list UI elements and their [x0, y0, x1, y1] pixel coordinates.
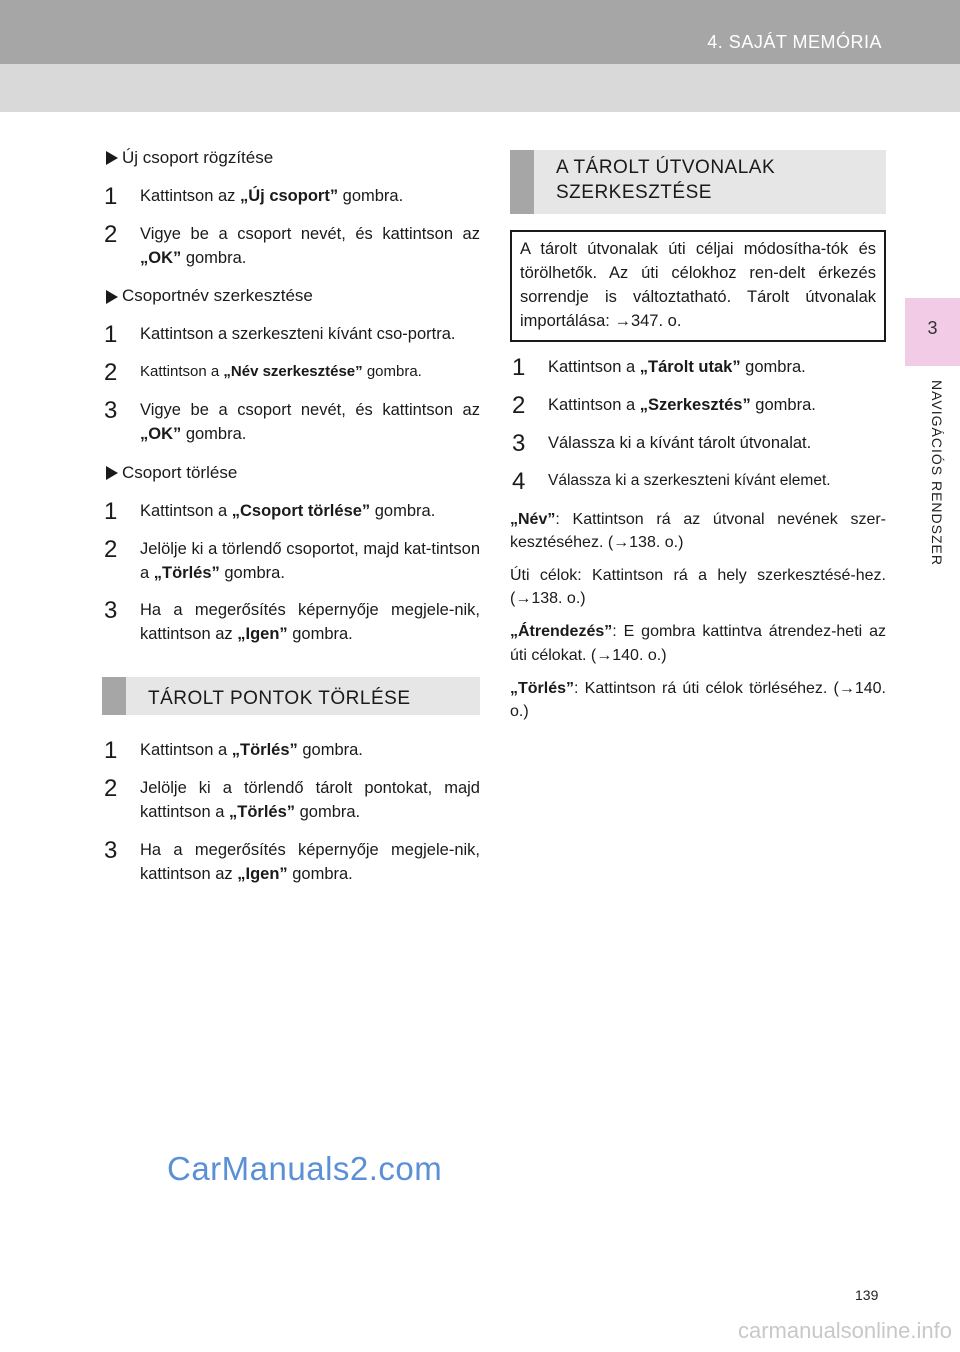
- section-heading-delete-points: TÁROLT PONTOK TÖRLÉSE: [102, 677, 480, 715]
- chapter-title: 4. SAJÁT MEMÓRIA: [707, 32, 882, 52]
- step: 1 Kattintson a „Tárolt utak” gombra.: [512, 353, 806, 381]
- step: 3 Ha a megerősítés képernyője megjele-nik, kattintson az „Igen” gombra.: [104, 837, 480, 884]
- watermark-text: CarManuals2.com: [167, 1150, 443, 1187]
- step: 3 Válassza ki a kívánt tárolt útvonalat.: [512, 429, 812, 457]
- page-number: 139: [855, 1287, 879, 1303]
- paragraph-name: „Név”: Kattintson rá az útvonal nevének szer-kesztéséhez. (→138. o.): [510, 510, 886, 551]
- subheading-rename-group: Csoportnév szerkesztése: [102, 284, 480, 309]
- step: 1 Kattintson az „Új csoport” gombra.: [104, 182, 404, 210]
- header-band-light: [0, 64, 960, 112]
- chapter-tab-label: NAVIGÁCIÓS RENDSZER: [929, 380, 945, 566]
- step: 2 Kattintson a „Név szerkesztése” gombra.: [104, 359, 422, 387]
- triangle-bullet-icon: [106, 151, 118, 165]
- step: 1 Kattintson a szerkeszteni kívánt cso-portra.: [104, 321, 456, 349]
- right-column: [510, 150, 886, 733]
- step: 1 Kattintson a „Törlés” gombra.: [104, 737, 363, 765]
- step: 4 Válassza ki a szerkeszteni kívánt elemet.: [512, 467, 831, 495]
- info-note-box: A tárolt útvonalak úti céljai módosítha-tók és törölhetők. Az úti célokhoz ren-delt érkezés sorrendje is változtatható. Tárolt útvonalak importálása: →347. o.: [510, 230, 886, 342]
- footer-site-text: carmanualsonline.info: [737, 1318, 952, 1343]
- paragraph-reorder: „Átrendezés”: E gombra kattintva átrendez-heti az úti célokat. (→140. o.): [510, 623, 886, 664]
- triangle-bullet-icon: [106, 290, 118, 304]
- step: 1 Kattintson a „Csoport törlése” gombra.: [104, 497, 436, 525]
- left-column: [102, 146, 480, 901]
- subheading-delete-group: Csoport törlése: [102, 461, 480, 486]
- step: 2 Kattintson a „Szerkesztés” gombra.: [512, 391, 816, 419]
- section-heading-edit-routes: A TÁROLT ÚTVONALAK SZERKESZTÉSE: [510, 150, 886, 214]
- step: 2 Jelölje ki a törlendő csoportot, majd kat-tintson a „Törlés” gombra.: [104, 535, 480, 582]
- step: 3 Vigye be a csoport nevét, és kattintson az „OK” gombra.: [104, 397, 480, 444]
- triangle-bullet-icon: [106, 466, 118, 480]
- paragraph-delete: „Törlés”: Kattintson rá úti célok törléséhez. (→140. o.): [510, 679, 886, 720]
- paragraph-destinations: Úti célok: Kattintson rá a hely szerkesztésé-hez. (→138. o.): [510, 567, 886, 608]
- step: 2 Vigye be a csoport nevét, és kattintson az „OK” gombra.: [104, 220, 480, 267]
- chapter-tab-number: 3: [927, 318, 938, 338]
- step: 3 Ha a megerősítés képernyője megjele-nik, kattintson az „Igen” gombra.: [104, 597, 480, 644]
- step: 2 Jelölje ki a törlendő tárolt pontokat, majd kattintson a „Törlés” gombra.: [104, 775, 480, 822]
- subheading-new-group: Új csoport rögzítése: [102, 146, 480, 171]
